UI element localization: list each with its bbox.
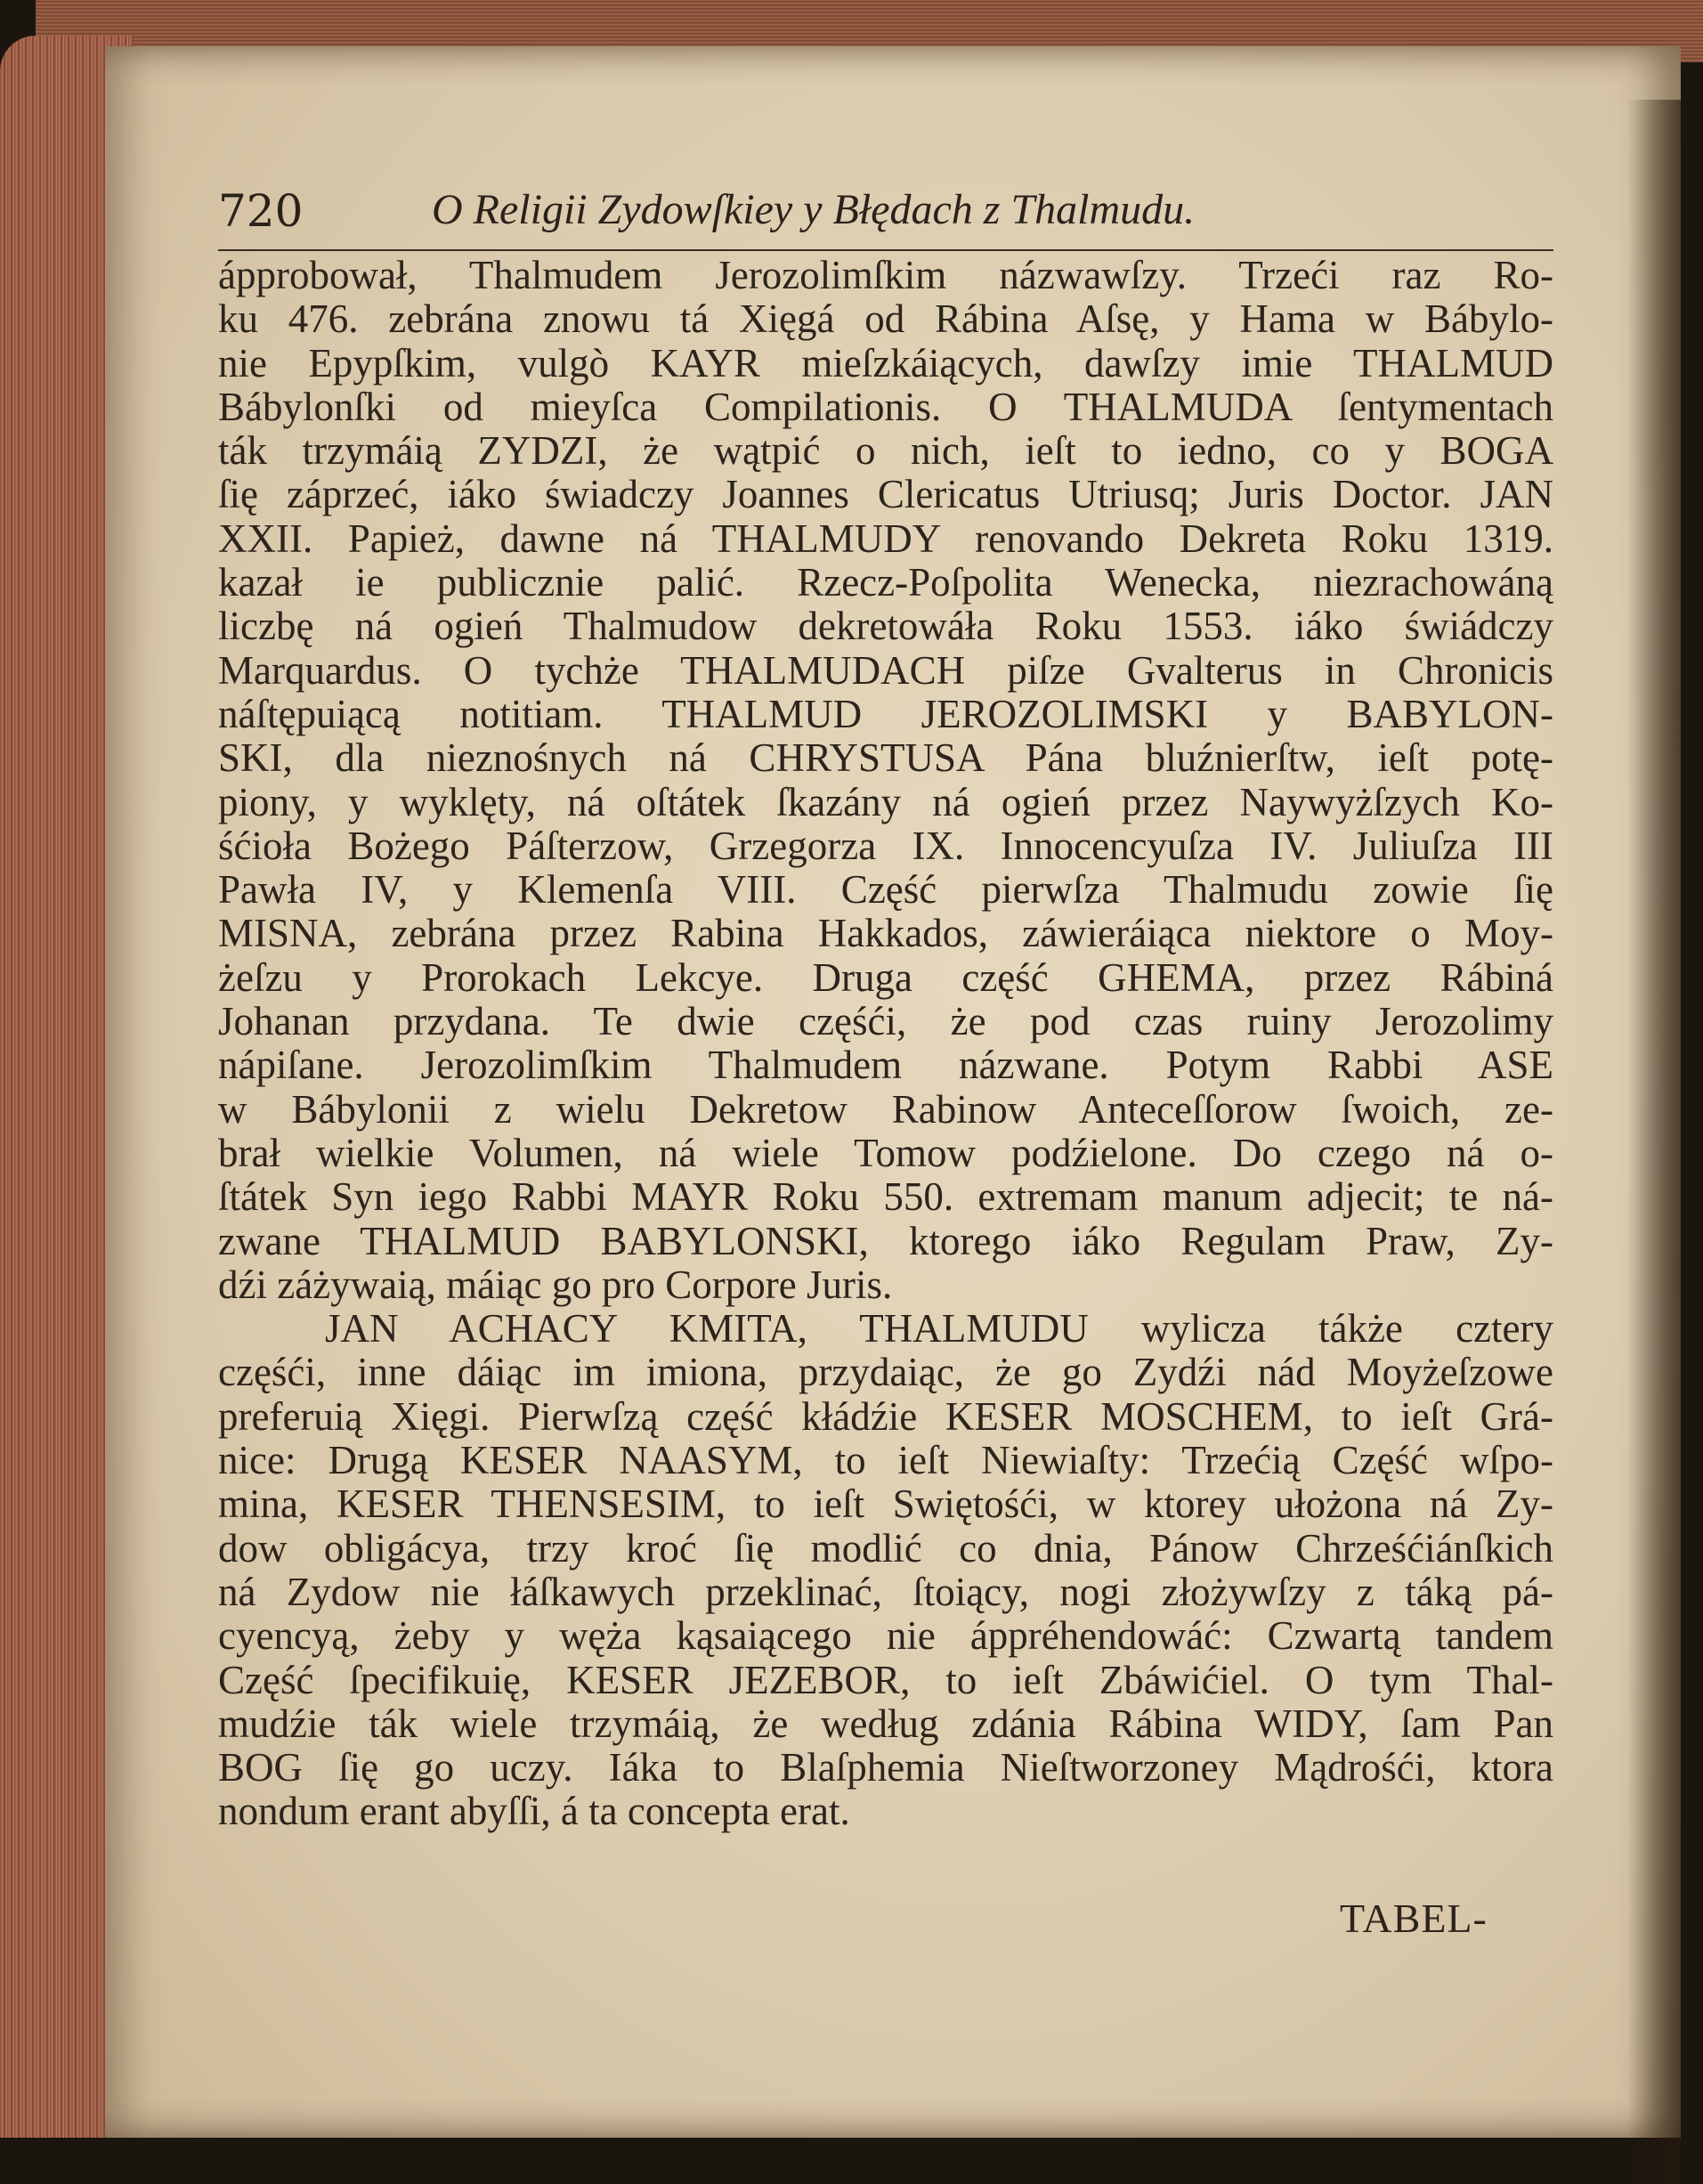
- catchword: TABEL-: [1340, 1896, 1488, 1941]
- text-line: częśći, inne dáiąc im imiona, przydaiąc, że go Zydźi nád Moyżeſzowe: [218, 1351, 1553, 1395]
- text-line: Część ſpecifikuię, KESER JEZEBOR, to ieſt Zbáwićiel. O tym Thal-: [218, 1658, 1553, 1702]
- text-line: mudźie ták wiele trzymáią, że według zdánia Rábina WIDY, ſam Pan: [218, 1701, 1553, 1746]
- text-line: brał wielkie Volumen, ná wiele Tomow podźielone. Do czego ná o-: [218, 1131, 1553, 1175]
- text-line: SKI, dla nieznośnych ná CHRYSTUSA Pána bluźnierſtw, ieſt potę-: [218, 736, 1553, 781]
- text-line: Pawła IV, y Klemenſa VIII. Część pierwſza Thalmudu zowie ſię: [218, 868, 1553, 913]
- text-line: ſię záprzeć, iáko świadczy Joannes Clericatus Utriusq; Juris Doctor. JAN: [218, 473, 1553, 517]
- page-number: 720: [218, 185, 304, 237]
- text-line: nápiſane. Jerozolimſkim Thalmudem názwane. Potym Rabbi ASE: [218, 1043, 1553, 1088]
- text-line: dźi záżywaią, máiąc go pro Corpore Juris.: [218, 1262, 893, 1307]
- text-line: Marquardus. O tychże THALMUDACH piſze Gvalterus in Chronicis: [218, 648, 1553, 693]
- text-line: ku 476. zebrána znowu tá Xięgá od Rábina Aſsę, y Hama w Bábylo-: [218, 297, 1553, 342]
- text-line: preferuią Xięgi. Pierwſzą część kłádźie KESER MOSCHEM, to ieſt Grá-: [218, 1394, 1553, 1439]
- text-line: nie Epypſkim, vulgò KAYR mieſzkáiących, dawſzy imie THALMUD: [218, 341, 1553, 386]
- text-line: ſtátek Syn iego Rabbi MAYR Roku 550. extremam manum adjecit; te ná-: [218, 1175, 1553, 1220]
- text-line: mina, KESER THENSESIM, to ieſt Swiętośći, w ktorey ułożona ná Zy-: [218, 1482, 1553, 1527]
- text-line: liczbę ná ogień Thalmudow dekretowáła Roku 1553. iáko świádczy: [218, 605, 1553, 649]
- text-line: Bábylonſki od mieyſca Compilationis. O THALMUDA ſentymentach: [218, 385, 1553, 429]
- text-line: kazał ie publicznie palić. Rzecz-Poſpolita Wenecka, niezrachowáną: [218, 561, 1553, 605]
- text-line: nondum erant abyſſi, á ta concepta erat.: [218, 1790, 850, 1834]
- text-line: JAN ACHACY KMITA, THALMUDU wylicza tákże cztery: [325, 1307, 1553, 1352]
- text-line: BOG ſię go uczy. Iáka to Blaſphemia Nieſtworzoney Mądrośći, ktora: [218, 1746, 1553, 1790]
- page-gutter-shadow: [1627, 100, 1681, 2184]
- body-text: [218, 254, 1553, 1834]
- text-line: dow obligácya, trzy kroć ſię modlić co dnia, Pánow Chrześćiánſkich: [218, 1526, 1553, 1571]
- text-line: náſtępuiącą notitiam. THALMUD JEROZOLIMSKI y BABYLON-: [218, 692, 1553, 736]
- text-line: śćioła Bożego Páſterzow, Grzegorza IX. Innocencyuſza IV. Juliuſza III: [218, 824, 1553, 868]
- text-line: ná Zydow nie łáſkawych przeklinać, ſtoiący, nogi złożywſzy z táką pá-: [218, 1570, 1553, 1614]
- text-line: cyencyą, żeby y węża kąsaiącego nie áppréhendowáć: Czwartą tandem: [218, 1614, 1553, 1659]
- text-line: ápprobował, Thalmudem Jerozolimſkim názwawſzy. Trzeći raz Ro-: [218, 254, 1553, 297]
- text-line: żeſzu y Prorokach Lekcye. Druga część GHEMA, przez Rábiná: [218, 955, 1553, 1000]
- text-line: XXII. Papież, dawne ná THALMUDY renovando Dekreta Roku 1319.: [218, 516, 1553, 561]
- text-line: w Bábylonii z wielu Dekretow Rabinow Anteceſſorow ſwoich, ze-: [218, 1087, 1553, 1132]
- text-line: nice: Drugą KESER NAASYM, to ieſt Niewiaſty: Trzećią Część wſpo-: [218, 1439, 1553, 1483]
- text-line: Johanan przydana. Te dwie częśći, że pod czas ruiny Jerozolimy: [218, 1000, 1553, 1044]
- page-header: [218, 178, 1553, 251]
- text-line: ták trzymáią ZYDZI, że wątpić o nich, ieſt to iedno, co y BOGA: [218, 429, 1553, 474]
- text-line: zwane THALMUD BABYLONSKI, ktorego iáko Regulam Praw, Zy-: [218, 1219, 1553, 1263]
- text-line: MISNA, zebrána przez Rabina Hakkados, záwieráiąca niektore o Moy-: [218, 912, 1553, 956]
- text-line: piony, y wyklęty, ná oſtátek ſkazány ná ogień przez Naywyżſzych Ko-: [218, 780, 1553, 824]
- running-title: O Religii Zydowſkiey y Błędach z Thalmudu.: [432, 186, 1196, 233]
